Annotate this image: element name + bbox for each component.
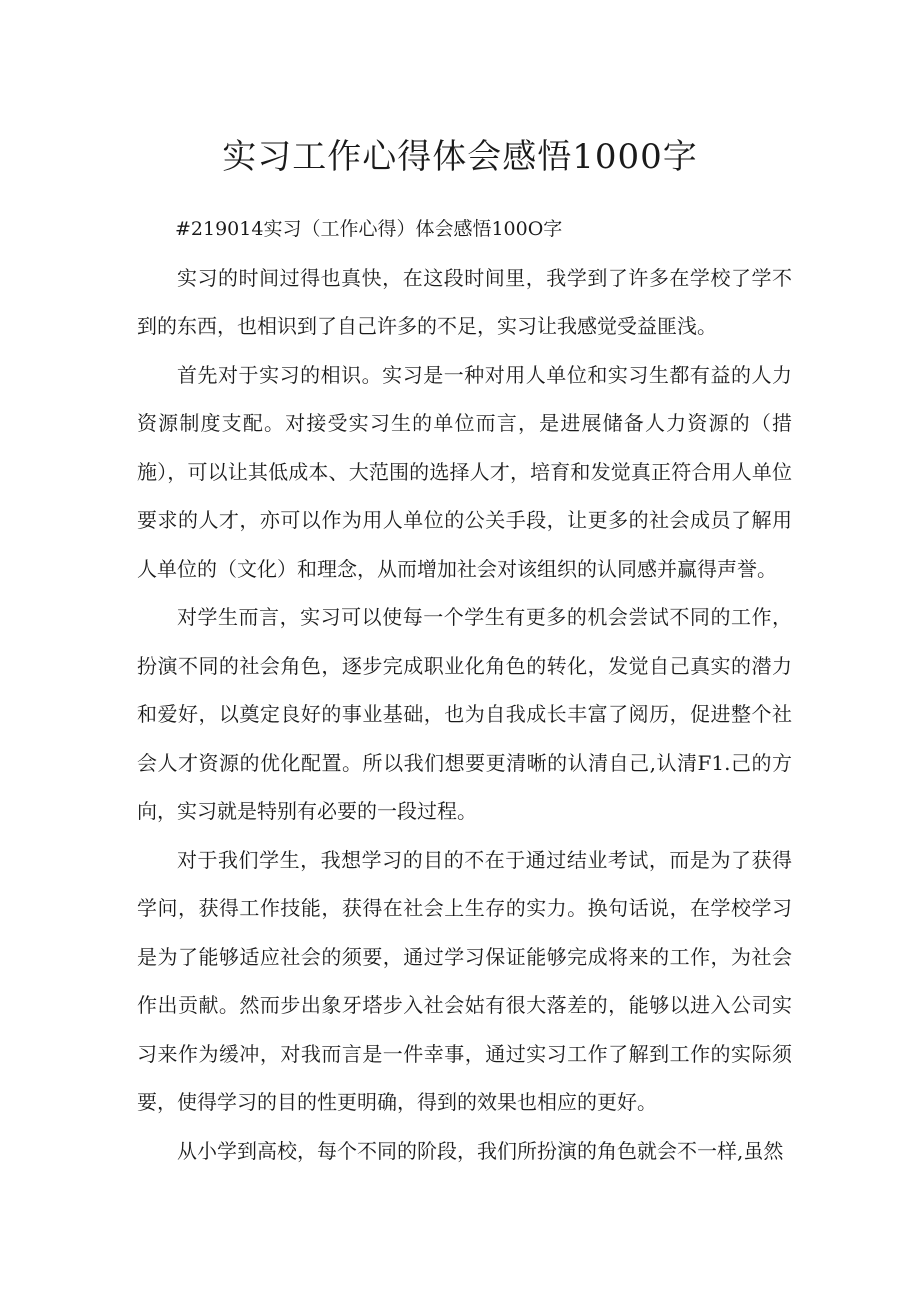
paragraph-5: 从小学到高校，每个不同的阶段，我们所扮演的角色就会不一样,虽然 (177, 1138, 784, 1163)
paragraph-4: 对于我们学生，我想学习的目的不在于通过结业考试，而是为了获得学问，获得工作技能，获得在社会上生存的实力。换句话说，在学校学习是为了能够适应社会的须要，通过学习保证能够完成将来的工作，为社会作出贡献。然而步出象牙塔步入社会姑有很大落差的，能够以进入公司实习来作为缓冲，对我而言是一件幸事，通过实习工作了解到工作的实际须要，使得学习的目的性更明确，得到的效果也相应的更好。 (137, 847, 792, 1114)
document-subtitle: #219014实习（工作心得）体会感悟100O字 (175, 218, 563, 240)
document-body (137, 205, 792, 1175)
paragraph-1: 实习的时间过得也真快，在这段时间里，我学到了许多在学校了学不到的东西，也相识到了自己许多的不足，实习让我感觉受益匪浅。 (137, 265, 792, 338)
document-title: 实习工作心得体会感悟1000字 (222, 137, 698, 177)
paragraph-3: 对学生而言，实习可以使每一个学生有更多的机会尝试不同的工作，扮演不同的社会角色，逐步完成职业化角色的转化，发觉自己真实的潜力和爱好，以奠定良好的事业基础，也为自我成长丰富了阅历，促进整个社会人才资源的优化配置。所以我们想要更清晰的认清自己,认清F1.己的方向，实习就是特别有必要的一段过程。 (137, 605, 792, 823)
paragraph-2: 首先对于实习的相识。实习是一种对用人单位和实习生都有益的人力资源制度支配。对接受实习生的单位而言，是进展储备人力资源的（措施），可以让其低成本、大范围的选择人才，培育和发觉真正符合用人单位要求的人才，亦可以作为用人单位的公关手段，让更多的社会成员了解用人单位的（文化）和理念，从而增加社会对该组织的认同感并赢得声誉。 (137, 362, 792, 581)
